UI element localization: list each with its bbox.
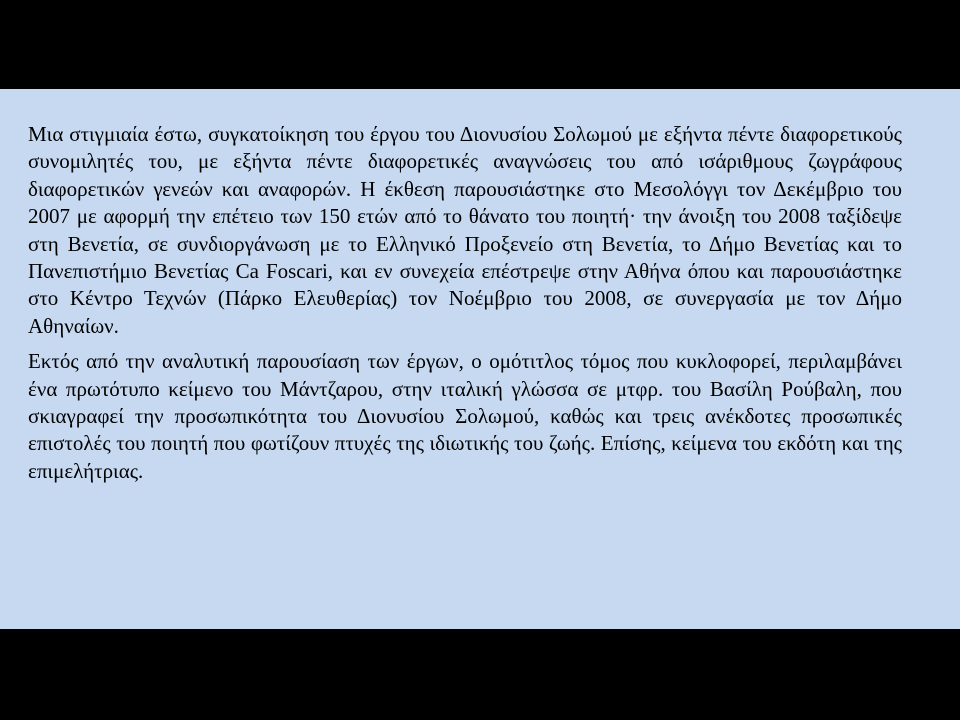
paragraph-exhibition: Μια στιγμιαία έστω, συγκατοίκηση του έργου του Διονυσίου Σολωμού με εξήντα πέντε διαφορετικούς συνομιλητές του, με εξήντα πέντε διαφορετικές αναγνώσεις του από ισάριθμους ζωγράφους διαφορετικών γενεών και αναφορών. Η έκθεση παρουσιάστηκε στο Μεσολόγγι τον Δεκέμβριο του 2007 με αφορμή την επέτειο των 150 ετών από το θάνατο του ποιητή· την άνοιξη του 2008 ταξίδεψε στη Βενετία, σε συνδιοργάνωση με το Ελληνικό Προξενείο στη Βενετία, το Δήμο Βενετίας και το Πανεπιστήμιο Βενετίας Ca Foscari, και εν συνεχεία επέστρεψε στην Αθήνα όπου και παρουσιάστηκε στο Κέντρο Τεχνών (Πάρκο Ελευθερίας) τον Νοέμβριο του 2008, σε συνεργασία με τον Δήμο Αθηναίων.: [28, 122, 902, 338]
slide-text-box: [28, 121, 902, 485]
slide-panel: [0, 89, 960, 629]
paragraph-volume: Εκτός από την αναλυτική παρουσίαση των έργων, ο ομότιτλος τόμος που κυκλοφορεί, περιλαμβάνει ένα πρωτότυπο κείμενο του Μάντζαρου, στην ιταλική γλώσσα σε μτφρ. του Βασίλη Ρούβαλη, που σκιαγραφεί την προσωπικότητα του Διονυσίου Σολωμού, καθώς και τρεις ανέκδοτες προσωπικές επιστολές του ποιητή που φωτίζουν πτυχές της ιδιωτικής του ζωής. Επίσης, κείμενα του εκδότη και της επιμελήτριας.: [28, 349, 902, 483]
